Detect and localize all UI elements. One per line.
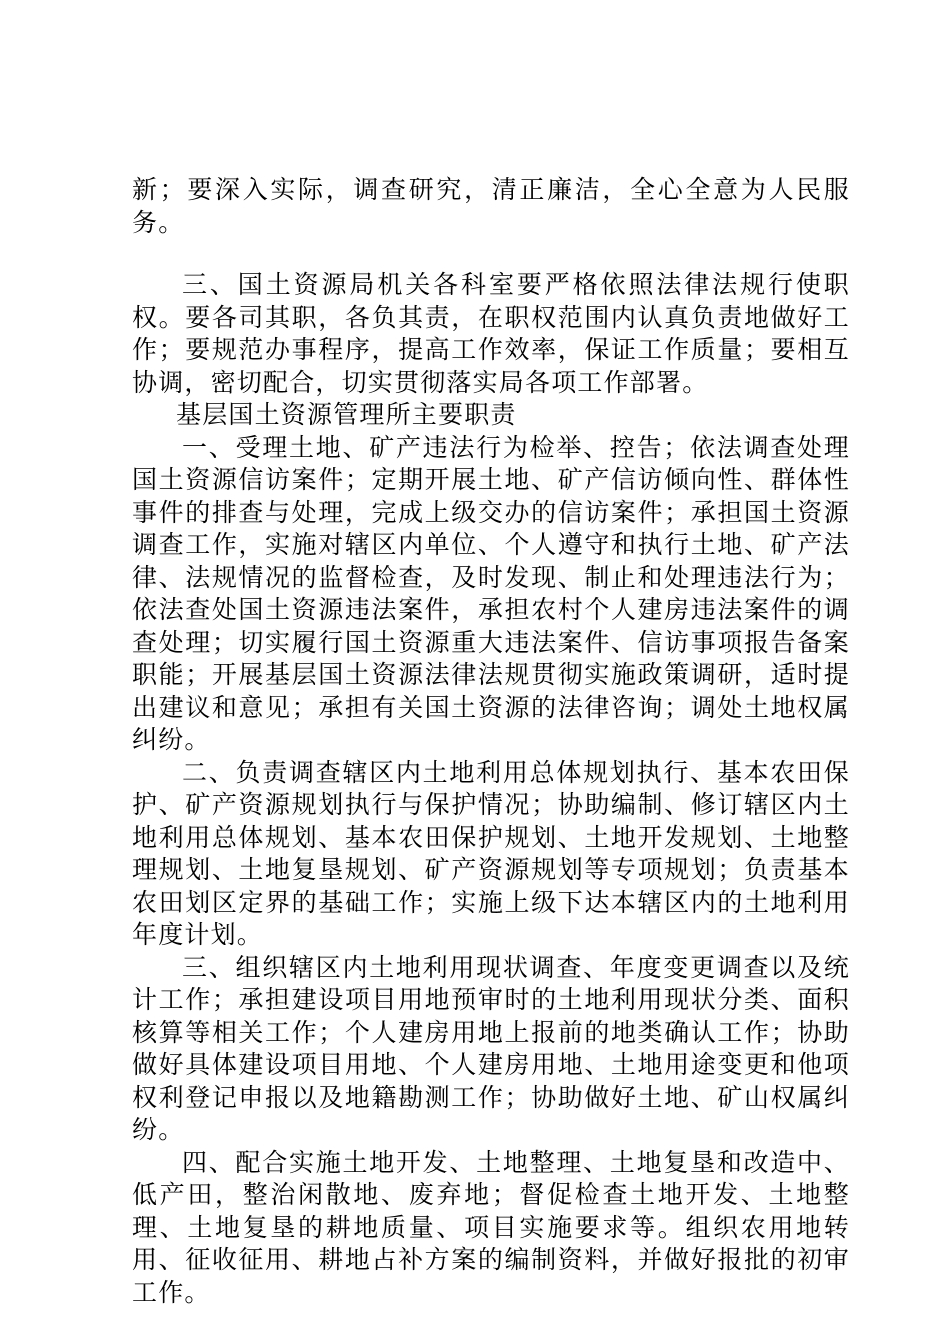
document-page xyxy=(132,174,850,1309)
paragraph-item-four: 四、配合实施土地开发、土地整理、土地复垦和改造中、低产田，整治闲散地、废弃地；督促检查土地开发、土地整理、土地复垦的耕地质量、项目实施要求等。组织农用地转用、征收征用、耕地占补方案的编制资料，并做好报批的初审工作。 xyxy=(132,1147,850,1307)
paragraph-item-three-office: 三、国土资源局机关各科室要严格依照法律法规行使职权。要各司其职，各负其责，在职权范围内认真负责地做好工作；要规范办事程序，提高工作效率，保证工作质量；要相互协调，密切配合，切实贯彻落实局各项工作部署。 xyxy=(132,270,850,397)
section-heading: 基层国土资源管理所主要职责 xyxy=(176,400,517,429)
paragraph-item-two: 二、负责调查辖区内土地利用总体规划执行、基本农田保护、矿产资源规划执行与保护情况；协助编制、修订辖区内土地利用总体规划、基本农田保护规划、土地开发规划、土地整理规划、土地复垦规划、矿产资源规划等专项规划；负责基本农田划区定界的基础工作；实施上级下达本辖区内的土地利用年度计划。 xyxy=(132,757,850,949)
paragraph-item-one: 一、受理土地、矿产违法行为检举、控告；依法调查处理国土资源信访案件；定期开展土地、矿产信访倾向性、群体性事件的排查与处理，完成上级交办的信访案件；承担国土资源调查工作，实施对辖区内单位、个人遵守和执行土地、矿产法律、法规情况的监督检查，及时发现、制止和处理违法行为；依法查处国土资源违法案件，承担农村个人建房违法案件的调查处理；切实履行国土资源重大违法案件、信访事项报告备案职能；开展基层国土资源法律法规贯彻实施政策调研，适时提出建议和意见；承担有关国土资源的法律咨询；调处土地权属纠纷。 xyxy=(132,432,850,754)
paragraph-continuation: 新；要深入实际，调查研究，清正廉洁，全心全意为人民服务。 xyxy=(132,175,850,237)
paragraph-item-three: 三、组织辖区内土地利用现状调查、年度变更调查以及统计工作；承担建设项目用地预审时的土地利用现状分类、面积核算等相关工作；个人建房用地上报前的地类确认工作；协助做好具体建设项目用地、个人建房用地、土地用途变更和他项权利登记申报以及地籍勘测工作；协助做好土地、矿山权属纠纷。 xyxy=(132,952,850,1144)
